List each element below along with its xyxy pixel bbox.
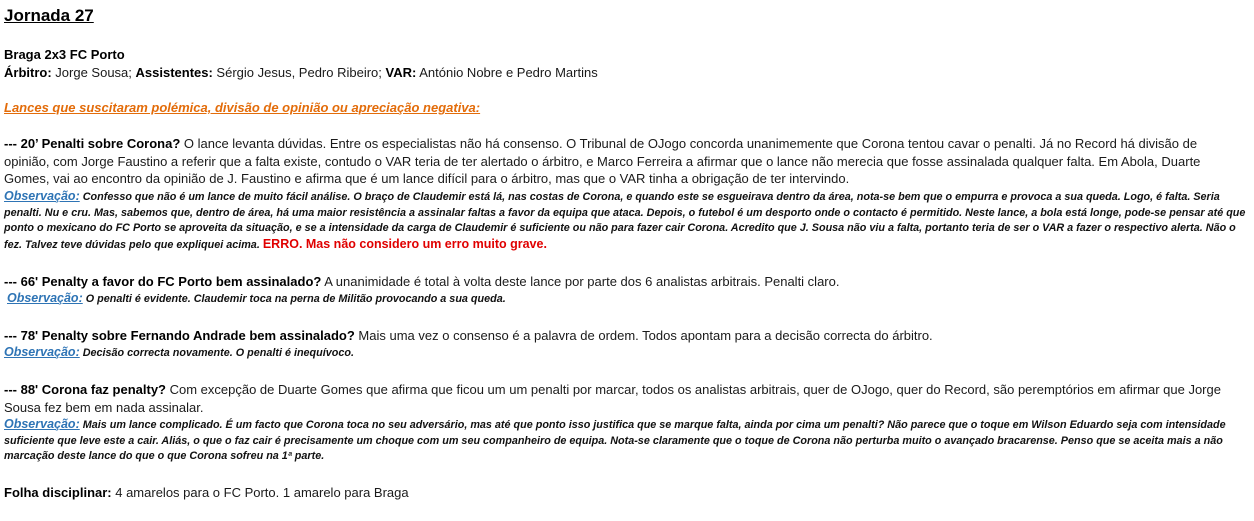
incident-2-observation — [7, 291, 1249, 308]
incident-2-observation-text: O penalti é evidente. Claudemir toca na perna de Militão provocando a sua queda. — [82, 293, 506, 305]
incident-4-text — [4, 381, 1246, 416]
incident-1-heading: --- 20’ Penalti sobre Corona? — [4, 136, 181, 151]
incident-4-body: Com excepção de Duarte Gomes que afirma que ficou um um penalti por marcar, todos os analistas arbitrais, quer de OJogo, quer do Record, são peremptórios em afirmar que Jorge Sousa fez bem em nada assinalar. — [4, 382, 1221, 415]
assistants-value: Sérgio Jesus, Pedro Ribeiro; — [212, 65, 386, 80]
incident-1-body: O lance levanta dúvidas. Entre os especialistas não há consenso. O Tribunal de OJogo concorda unanimemente que Corona tentou cavar o penalti. Já no Record há divisão de opinião, com Jorge Faustino a referir que a falta existe, contudo o VAR teria de ter alertado o árbitro, e Marco Ferreira a afirmar que o lance não merecia que fosse assinalada qualquer falta. Em Abola, Duarte Gomes, vai ao encontro da opinião de J. Faustino e afirma que é um lance difícil para o árbitro, mas que o VAR tinha a obrigação de ter intervindo. — [4, 136, 1201, 186]
incident-4-heading: --- 88' Corona faz penalty? — [4, 382, 166, 397]
incident-2-text — [4, 273, 1246, 291]
page-title: Jornada 27 — [4, 6, 94, 25]
incident-4-observation — [4, 417, 1246, 465]
observation-label: Observação: — [4, 189, 80, 203]
section-heading: Lances que suscitaram polémica, divisão de opinião ou apreciação negativa: — [4, 100, 481, 115]
incident-3-observation — [4, 345, 1246, 362]
incident-3-body: Mais uma vez o consenso é a palavra de ordem. Todos apontam para a decisão correcta do árbitro. — [354, 328, 933, 343]
referee-label: Árbitro: — [4, 65, 52, 80]
observation-label: Observação: — [4, 345, 80, 359]
observation-label: Observação: — [7, 291, 83, 305]
incident-2-body: A unanimidade é total à volta deste lance por parte dos 6 analistas arbitrais. Penalti claro. — [321, 274, 840, 289]
discipline-line — [4, 484, 409, 501]
discipline-label: Folha disciplinar: — [4, 485, 112, 500]
incident-1-verdict: ERRO. Mas não considero um erro muito grave. — [262, 236, 547, 251]
officials-line — [4, 64, 598, 81]
incident-4-observation-text: Mais um lance complicado. É um facto que Corona toca no seu adversário, mas até que ponto isso justifica que se marque falta, ainda por cima um penalti? Não parece que o toque em Wilson Eduardo seja com intensidade suficiente que leve este a cair. Aliás, o que o faz cair é precisamente um choque com um seu companheiro de equipa. Nota-se claramente que o toque de Corona não perturba muito o avançado bracarense. Penso que se aceita mais a não marcação deste lance do que o que Corona sofreu na 1ª parte. — [4, 419, 1226, 462]
var-value: António Nobre e Pedro Martins — [416, 65, 598, 80]
match-result: Braga 2x3 FC Porto — [4, 47, 125, 62]
incident-3-heading: --- 78' Penalty sobre Fernando Andrade bem assinalado? — [4, 328, 355, 343]
assistants-label: Assistentes: — [135, 65, 213, 80]
referee-value: Jorge Sousa; — [51, 65, 136, 80]
incident-2-heading: --- 66' Penalty a favor do FC Porto bem assinalado? — [4, 274, 322, 289]
incident-3-observation-text: Decisão correcta novamente. O penalti é inequívoco. — [79, 347, 354, 359]
discipline-text: 4 amarelos para o FC Porto. 1 amarelo para Braga — [111, 485, 409, 500]
incident-3-text — [4, 327, 1246, 345]
incident-1-text — [4, 135, 1246, 188]
observation-label: Observação: — [4, 417, 80, 431]
incident-1-observation — [4, 189, 1246, 253]
var-label: VAR: — [385, 65, 417, 80]
incident-1-observation-text: Confesso que não é um lance de muito fácil análise. O braço de Claudemir está lá, nas costas de Corona, e quando este se esgueirava dentro da área, nota-se bem que o empurra e provoca a sua queda. Logo, é falta. Seria penalti. Nu e cru. Mas, sabemos que, dentro de área, há uma maior resistência a assinalar faltas a favor da equipa que ataca. Depois, o futebol é um desporto onde o contacto é permitido. Neste lance, a bola está longe, pode-se pensar até que ponto o mexicano do FC Porto se aproveita da situação, e se a intensidade da carga de Claudemir é suficiente ou não para fazer cair Corona. Acredito que J. Sousa não viu a falta, portanto teria de ser o VAR a fazer o respectivo alerta. Não o fez. Talvez teve dúvidas pelo que expliquei acima. — [4, 191, 1246, 251]
